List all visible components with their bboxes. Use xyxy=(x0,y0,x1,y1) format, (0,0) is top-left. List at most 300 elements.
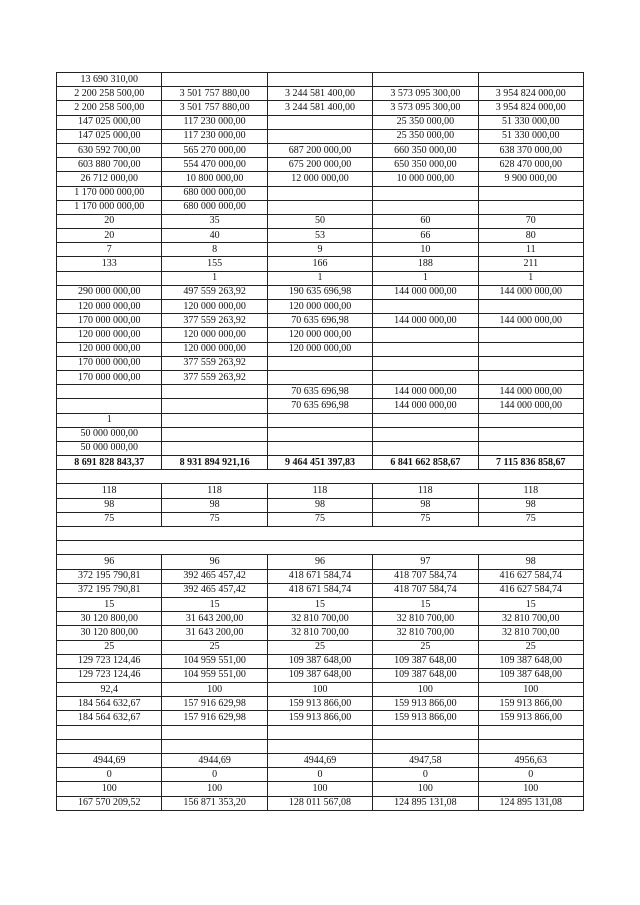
document-page xyxy=(56,72,583,811)
table-cell: 372 195 790,81 xyxy=(57,583,162,597)
table-row xyxy=(57,158,584,172)
table-row xyxy=(57,541,584,555)
table-cell: 75 xyxy=(57,512,162,526)
table-cell: 418 707 584,74 xyxy=(373,583,478,597)
table-cell: 3 573 095 300,00 xyxy=(373,101,478,115)
table-cell xyxy=(478,200,583,214)
table-cell xyxy=(57,527,584,541)
table-cell xyxy=(267,739,372,753)
table-cell: 51 330 000,00 xyxy=(478,115,583,129)
table-cell: 70 635 696,98 xyxy=(267,399,372,413)
table-row xyxy=(57,796,584,810)
table-cell xyxy=(267,73,372,87)
table-cell: 25 xyxy=(267,640,372,654)
table-cell xyxy=(57,541,584,555)
table-row xyxy=(57,399,584,413)
table-cell: 6 841 662 858,67 xyxy=(373,456,478,470)
table-cell xyxy=(373,413,478,427)
table-row xyxy=(57,342,584,356)
table-cell: 9 900 000,00 xyxy=(478,172,583,186)
table-cell xyxy=(478,370,583,384)
table-cell: 118 xyxy=(57,484,162,498)
table-row xyxy=(57,597,584,611)
table-cell: 32 810 700,00 xyxy=(267,626,372,640)
table-cell: 3 954 824 000,00 xyxy=(478,101,583,115)
table-cell: 35 xyxy=(162,214,267,228)
table-cell: 15 xyxy=(373,597,478,611)
table-cell xyxy=(267,413,372,427)
table-cell xyxy=(162,399,267,413)
table-cell xyxy=(162,413,267,427)
table-row xyxy=(57,711,584,725)
table-cell xyxy=(57,271,162,285)
table-cell: 497 559 263,92 xyxy=(162,285,267,299)
table-cell xyxy=(57,399,162,413)
table-cell: 377 559 263,92 xyxy=(162,314,267,328)
table-cell xyxy=(162,73,267,87)
table-cell: 117 230 000,00 xyxy=(162,115,267,129)
table-cell xyxy=(373,186,478,200)
table-row xyxy=(57,697,584,711)
table-cell: 157 916 629,98 xyxy=(162,711,267,725)
table-cell: 118 xyxy=(267,484,372,498)
table-cell: 100 xyxy=(478,782,583,796)
table-row xyxy=(57,683,584,697)
table-row xyxy=(57,739,584,753)
table-cell: 120 000 000,00 xyxy=(162,300,267,314)
table-row xyxy=(57,654,584,668)
table-cell: 25 350 000,00 xyxy=(373,115,478,129)
table-cell: 124 895 131,08 xyxy=(373,796,478,810)
table-cell: 15 xyxy=(267,597,372,611)
table-cell: 4944,69 xyxy=(162,754,267,768)
table-cell: 4944,69 xyxy=(267,754,372,768)
table-cell: 1 170 000 000,00 xyxy=(57,186,162,200)
data-table xyxy=(56,72,584,811)
table-cell xyxy=(373,427,478,441)
table-cell: 15 xyxy=(162,597,267,611)
table-row xyxy=(57,172,584,186)
table-row xyxy=(57,243,584,257)
table-cell: 25 xyxy=(162,640,267,654)
table-cell: 377 559 263,92 xyxy=(162,370,267,384)
table-row xyxy=(57,768,584,782)
table-cell xyxy=(57,725,162,739)
table-cell: 20 xyxy=(57,214,162,228)
table-cell: 675 200 000,00 xyxy=(267,158,372,172)
table-cell: 147 025 000,00 xyxy=(57,115,162,129)
table-cell: 10 000 000,00 xyxy=(373,172,478,186)
table-cell: 1 xyxy=(373,271,478,285)
table-cell: 98 xyxy=(478,555,583,569)
table-cell: 100 xyxy=(162,782,267,796)
table-row xyxy=(57,441,584,455)
table-row xyxy=(57,186,584,200)
table-cell: 4947,58 xyxy=(373,754,478,768)
table-cell: 0 xyxy=(267,768,372,782)
table-cell xyxy=(373,725,478,739)
table-cell: 109 387 648,00 xyxy=(373,654,478,668)
table-cell: 155 xyxy=(162,257,267,271)
table-cell: 120 000 000,00 xyxy=(162,328,267,342)
table-cell: 0 xyxy=(162,768,267,782)
table-cell xyxy=(478,356,583,370)
table-cell: 9 xyxy=(267,243,372,257)
table-cell: 97 xyxy=(373,555,478,569)
table-cell: 680 000 000,00 xyxy=(162,200,267,214)
table-cell: 25 xyxy=(478,640,583,654)
table-row xyxy=(57,498,584,512)
table-row xyxy=(57,101,584,115)
table-cell xyxy=(373,73,478,87)
table-cell: 7 115 836 858,67 xyxy=(478,456,583,470)
table-cell: 100 xyxy=(373,683,478,697)
table-cell xyxy=(373,200,478,214)
table-cell xyxy=(267,427,372,441)
table-row xyxy=(57,470,584,484)
table-cell: 129 723 124,46 xyxy=(57,668,162,682)
table-cell xyxy=(478,739,583,753)
table-cell: 3 954 824 000,00 xyxy=(478,87,583,101)
table-cell: 70 635 696,98 xyxy=(267,314,372,328)
table-cell: 98 xyxy=(478,498,583,512)
table-cell: 30 120 800,00 xyxy=(57,626,162,640)
table-row xyxy=(57,668,584,682)
table-cell: 133 xyxy=(57,257,162,271)
table-row xyxy=(57,257,584,271)
table-cell: 2 200 258 500,00 xyxy=(57,87,162,101)
table-cell: 98 xyxy=(373,498,478,512)
table-cell: 12 000 000,00 xyxy=(267,172,372,186)
table-cell xyxy=(478,725,583,739)
table-cell xyxy=(478,186,583,200)
table-cell: 3 244 581 400,00 xyxy=(267,101,372,115)
table-cell: 120 000 000,00 xyxy=(162,342,267,356)
table-cell: 159 913 866,00 xyxy=(478,697,583,711)
table-cell: 129 723 124,46 xyxy=(57,654,162,668)
table-cell: 372 195 790,81 xyxy=(57,569,162,583)
table-cell: 418 707 584,74 xyxy=(373,569,478,583)
table-cell: 157 916 629,98 xyxy=(162,697,267,711)
table-cell xyxy=(373,370,478,384)
table-cell: 96 xyxy=(162,555,267,569)
table-cell: 159 913 866,00 xyxy=(478,711,583,725)
table-cell xyxy=(267,115,372,129)
table-cell xyxy=(162,739,267,753)
table-row xyxy=(57,754,584,768)
table-cell: 75 xyxy=(373,512,478,526)
table-cell: 144 000 000,00 xyxy=(478,314,583,328)
table-cell: 8 xyxy=(162,243,267,257)
table-cell: 118 xyxy=(478,484,583,498)
table-cell: 184 564 632,67 xyxy=(57,697,162,711)
table-cell xyxy=(373,342,478,356)
table-cell: 15 xyxy=(478,597,583,611)
table-cell: 31 643 200,00 xyxy=(162,612,267,626)
table-cell: 92,4 xyxy=(57,683,162,697)
table-row xyxy=(57,143,584,157)
table-cell: 53 xyxy=(267,229,372,243)
table-cell: 144 000 000,00 xyxy=(373,314,478,328)
table-cell: 124 895 131,08 xyxy=(478,796,583,810)
table-cell xyxy=(162,427,267,441)
table-cell: 8 931 894 921,16 xyxy=(162,456,267,470)
table-cell: 109 387 648,00 xyxy=(478,654,583,668)
table-cell: 120 000 000,00 xyxy=(267,300,372,314)
table-cell: 100 xyxy=(162,683,267,697)
table-cell xyxy=(373,356,478,370)
table-cell: 0 xyxy=(478,768,583,782)
table-row xyxy=(57,456,584,470)
table-cell: 144 000 000,00 xyxy=(373,399,478,413)
table-cell: 144 000 000,00 xyxy=(478,285,583,299)
table-cell: 628 470 000,00 xyxy=(478,158,583,172)
table-cell xyxy=(478,342,583,356)
table-cell: 377 559 263,92 xyxy=(162,356,267,370)
table-cell: 159 913 866,00 xyxy=(267,697,372,711)
table-cell: 144 000 000,00 xyxy=(373,385,478,399)
table-row xyxy=(57,725,584,739)
table-row xyxy=(57,356,584,370)
table-cell: 392 465 457,42 xyxy=(162,583,267,597)
table-cell: 75 xyxy=(162,512,267,526)
table-cell: 554 470 000,00 xyxy=(162,158,267,172)
table-cell: 1 xyxy=(267,271,372,285)
table-cell xyxy=(478,427,583,441)
table-cell: 96 xyxy=(57,555,162,569)
table-cell: 156 871 353,20 xyxy=(162,796,267,810)
table-cell: 290 000 000,00 xyxy=(57,285,162,299)
table-row xyxy=(57,640,584,654)
table-row xyxy=(57,271,584,285)
table-cell: 32 810 700,00 xyxy=(267,612,372,626)
table-cell: 100 xyxy=(478,683,583,697)
table-cell: 98 xyxy=(57,498,162,512)
table-cell xyxy=(478,413,583,427)
table-cell: 120 000 000,00 xyxy=(57,328,162,342)
table-cell: 118 xyxy=(162,484,267,498)
table-cell: 687 200 000,00 xyxy=(267,143,372,157)
table-cell: 60 xyxy=(373,214,478,228)
table-cell: 31 643 200,00 xyxy=(162,626,267,640)
table-cell: 0 xyxy=(57,768,162,782)
table-row xyxy=(57,115,584,129)
table-cell xyxy=(478,73,583,87)
table-cell: 190 635 696,98 xyxy=(267,285,372,299)
table-cell xyxy=(478,441,583,455)
table-cell: 50 000 000,00 xyxy=(57,441,162,455)
table-cell xyxy=(57,739,162,753)
table-cell: 120 000 000,00 xyxy=(57,342,162,356)
table-cell: 117 230 000,00 xyxy=(162,129,267,143)
table-cell: 75 xyxy=(478,512,583,526)
table-cell: 211 xyxy=(478,257,583,271)
table-cell: 13 690 310,00 xyxy=(57,73,162,87)
table-cell: 98 xyxy=(162,498,267,512)
table-cell: 32 810 700,00 xyxy=(478,612,583,626)
table-cell: 104 959 551,00 xyxy=(162,668,267,682)
table-cell xyxy=(162,441,267,455)
table-cell: 170 000 000,00 xyxy=(57,370,162,384)
table-cell: 40 xyxy=(162,229,267,243)
table-cell xyxy=(267,186,372,200)
table-cell: 120 000 000,00 xyxy=(267,342,372,356)
table-cell: 109 387 648,00 xyxy=(373,668,478,682)
table-cell: 11 xyxy=(478,243,583,257)
table-cell: 167 570 209,52 xyxy=(57,796,162,810)
table-cell: 2 200 258 500,00 xyxy=(57,101,162,115)
table-cell: 638 370 000,00 xyxy=(478,143,583,157)
table-cell: 144 000 000,00 xyxy=(478,399,583,413)
table-cell: 650 350 000,00 xyxy=(373,158,478,172)
table-cell xyxy=(162,385,267,399)
table-cell: 159 913 866,00 xyxy=(373,697,478,711)
table-row xyxy=(57,370,584,384)
table-cell: 80 xyxy=(478,229,583,243)
table-cell: 416 627 584,74 xyxy=(478,569,583,583)
table-cell: 418 671 584,74 xyxy=(267,569,372,583)
table-row xyxy=(57,200,584,214)
table-cell: 188 xyxy=(373,257,478,271)
table-cell: 25 xyxy=(373,640,478,654)
table-cell xyxy=(373,328,478,342)
table-row xyxy=(57,87,584,101)
table-row xyxy=(57,73,584,87)
table-row xyxy=(57,626,584,640)
table-row xyxy=(57,214,584,228)
table-cell: 15 xyxy=(57,597,162,611)
table-row xyxy=(57,328,584,342)
table-cell xyxy=(478,328,583,342)
table-row xyxy=(57,129,584,143)
table-cell: 70 635 696,98 xyxy=(267,385,372,399)
table-cell: 32 810 700,00 xyxy=(373,612,478,626)
table-cell xyxy=(373,300,478,314)
table-row xyxy=(57,385,584,399)
table-cell: 10 xyxy=(373,243,478,257)
table-cell xyxy=(267,356,372,370)
table-cell xyxy=(267,129,372,143)
table-cell: 147 025 000,00 xyxy=(57,129,162,143)
table-cell xyxy=(57,470,584,484)
table-row xyxy=(57,782,584,796)
table-row xyxy=(57,285,584,299)
table-cell: 10 800 000,00 xyxy=(162,172,267,186)
table-cell xyxy=(267,441,372,455)
table-cell: 3 501 757 880,00 xyxy=(162,87,267,101)
table-cell: 50 000 000,00 xyxy=(57,427,162,441)
table-cell: 9 464 451 397,83 xyxy=(267,456,372,470)
table-cell xyxy=(267,200,372,214)
table-cell: 120 000 000,00 xyxy=(57,300,162,314)
table-cell: 75 xyxy=(267,512,372,526)
table-row xyxy=(57,512,584,526)
table-cell: 100 xyxy=(267,782,372,796)
table-cell: 8 691 828 843,37 xyxy=(57,456,162,470)
table-cell: 109 387 648,00 xyxy=(478,668,583,682)
table-cell: 109 387 648,00 xyxy=(267,668,372,682)
table-cell: 1 xyxy=(478,271,583,285)
table-cell: 100 xyxy=(373,782,478,796)
table-cell: 1 xyxy=(57,413,162,427)
table-row xyxy=(57,484,584,498)
table-cell: 100 xyxy=(57,782,162,796)
table-cell: 3 573 095 300,00 xyxy=(373,87,478,101)
table-cell: 25 350 000,00 xyxy=(373,129,478,143)
table-cell: 109 387 648,00 xyxy=(267,654,372,668)
table-cell xyxy=(373,739,478,753)
table-cell: 392 465 457,42 xyxy=(162,569,267,583)
table-cell xyxy=(478,300,583,314)
table-cell: 159 913 866,00 xyxy=(267,711,372,725)
table-cell: 4944,69 xyxy=(57,754,162,768)
table-cell xyxy=(267,725,372,739)
table-cell: 70 xyxy=(478,214,583,228)
table-cell xyxy=(267,370,372,384)
table-cell: 20 xyxy=(57,229,162,243)
table-cell: 170 000 000,00 xyxy=(57,356,162,370)
table-cell xyxy=(57,385,162,399)
table-cell: 118 xyxy=(373,484,478,498)
table-cell: 166 xyxy=(267,257,372,271)
table-cell: 100 xyxy=(267,683,372,697)
table-cell: 32 810 700,00 xyxy=(478,626,583,640)
table-row xyxy=(57,413,584,427)
table-cell: 418 671 584,74 xyxy=(267,583,372,597)
table-cell: 144 000 000,00 xyxy=(478,385,583,399)
table-cell: 0 xyxy=(373,768,478,782)
table-cell: 1 170 000 000,00 xyxy=(57,200,162,214)
table-cell: 30 120 800,00 xyxy=(57,612,162,626)
table-cell: 144 000 000,00 xyxy=(373,285,478,299)
table-cell: 26 712 000,00 xyxy=(57,172,162,186)
table-row xyxy=(57,314,584,328)
table-cell xyxy=(162,725,267,739)
table-cell: 98 xyxy=(267,498,372,512)
table-row xyxy=(57,527,584,541)
table-cell: 96 xyxy=(267,555,372,569)
table-cell: 630 592 700,00 xyxy=(57,143,162,157)
table-cell: 603 880 700,00 xyxy=(57,158,162,172)
table-cell: 159 913 866,00 xyxy=(373,711,478,725)
table-cell: 3 501 757 880,00 xyxy=(162,101,267,115)
table-cell: 184 564 632,67 xyxy=(57,711,162,725)
table-cell: 680 000 000,00 xyxy=(162,186,267,200)
table-cell: 120 000 000,00 xyxy=(267,328,372,342)
table-row xyxy=(57,612,584,626)
table-row xyxy=(57,555,584,569)
table-cell: 32 810 700,00 xyxy=(373,626,478,640)
table-cell: 170 000 000,00 xyxy=(57,314,162,328)
table-cell: 50 xyxy=(267,214,372,228)
table-cell: 660 350 000,00 xyxy=(373,143,478,157)
table-row xyxy=(57,427,584,441)
table-cell: 7 xyxy=(57,243,162,257)
table-cell: 25 xyxy=(57,640,162,654)
table-cell: 128 011 567,08 xyxy=(267,796,372,810)
table-cell: 3 244 581 400,00 xyxy=(267,87,372,101)
table-body xyxy=(57,73,584,811)
table-row xyxy=(57,229,584,243)
table-cell: 51 330 000,00 xyxy=(478,129,583,143)
table-cell: 4956,63 xyxy=(478,754,583,768)
table-cell: 1 xyxy=(162,271,267,285)
table-cell: 66 xyxy=(373,229,478,243)
table-cell: 565 270 000,00 xyxy=(162,143,267,157)
table-row xyxy=(57,583,584,597)
table-row xyxy=(57,569,584,583)
table-cell: 104 959 551,00 xyxy=(162,654,267,668)
